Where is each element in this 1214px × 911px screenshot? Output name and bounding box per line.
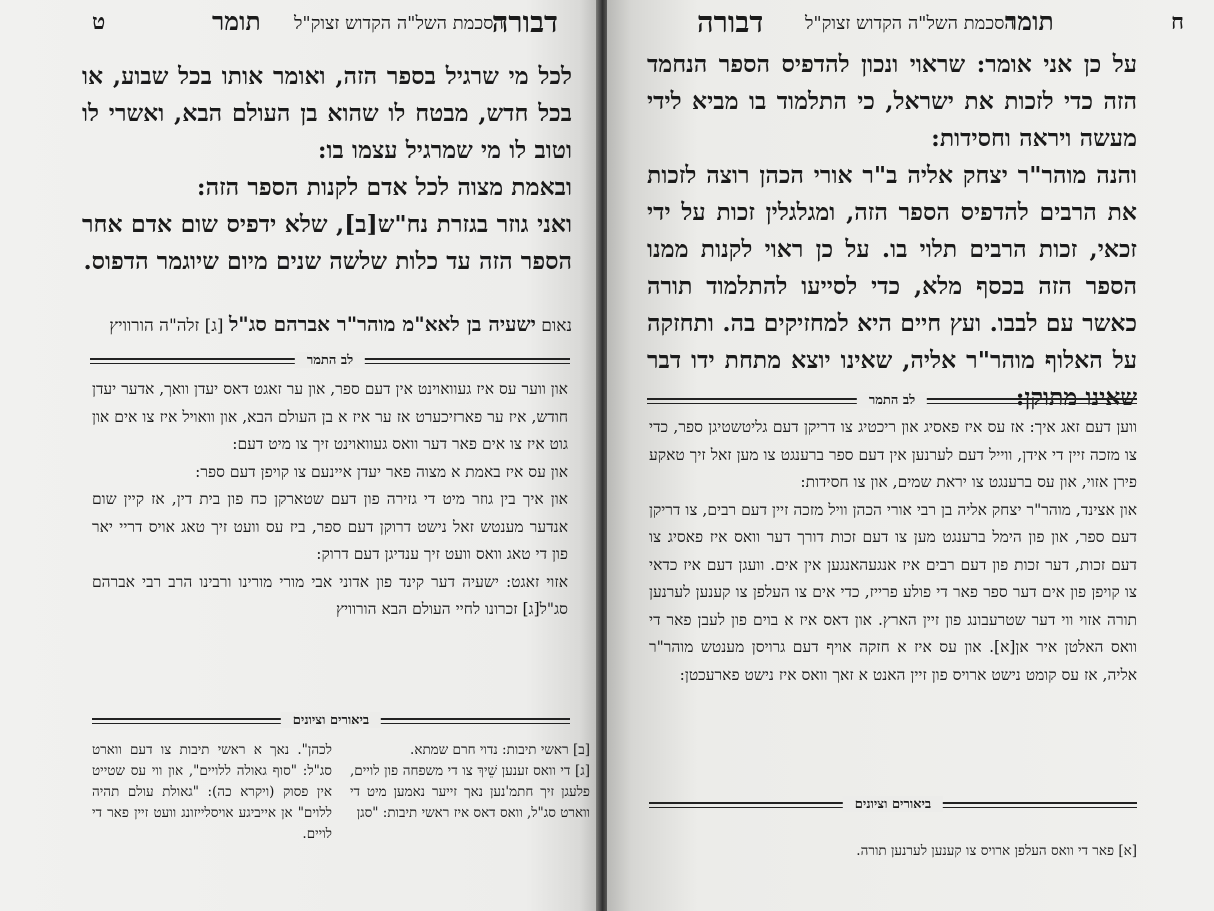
header-subtitle: הסכמת השל"ה הקדוש זצוק"ל — [805, 13, 1015, 34]
page-header — [637, 0, 1184, 44]
page-number: ח — [1170, 9, 1184, 35]
yiddish-paragraph: און עס איז באמת א מצוה פאר יעדן איינעם צו קויפן דעם ספר: — [195, 462, 568, 481]
main-paragraph: על כן אני אומר: שראוי ונכון להדפיס הספר הנחמד הזה כדי לזכות את ישראל, כי התלמוד בו מביא לידי מעשה ויראה וחסידות: — [647, 50, 1137, 152]
main-hebrew-text — [82, 58, 572, 280]
main-paragraph: לכל מי שרגיל בספר הזה, ואומר אותו בכל שבוע, או בכל חדש, מבטח לו שהוא בן העולם הבא, ואשרי לו וטוב לו מי שמרגיל עצמו בו: — [82, 62, 572, 164]
yiddish-paragraph: און איך בין גוזר מיט די גזירה פון דעם שטארקן כח פון בית דין, אז קיין שום אנדער מענטש זאל נישט דרוקן דעם ספר, ביז עס וועט זיך טאג אויס דריי יאר פון די טאג וואס וועט זיך ענדיגן דעם דרוק: — [92, 490, 568, 563]
signature-name: ישעיה בן לאא"מ מוהר"ר אברהם סג"ל — [228, 312, 536, 336]
section-divider — [647, 393, 1137, 412]
yiddish-paragraph: און אצינד, מוהר"ר יצחק אליה בן רבי אורי הכהן וויל מזכה זיין דעם רבים, צו דריקן דעם ספר, און פון הימל ברענגט מען צו דעם זכות דורך דער וואס איז פאסיג צו דעם זכות, דער זכות פון דעם רבים איז אנגעהאנגען אין אים. וועגן דעם איז כדאי צו קויפן פון אים דער ספר פאר די פולע פרייז, כדי אים צו העלפן צו קענען לערנען תורה אזוי ווי דער שטרעבונג פון זיין הארץ. און דאס איז א בוים פון לעבן פאר די וואס האלטן איר אן[א]. און עס איז א חזקה אויף דעם גרויסן מענטש מוהר"ר אליה, אז עס קומט נישט ארויס פון זיין האנט א זאך וואס איז נישט פארעכטן: — [649, 500, 1137, 684]
main-paragraph: ובאמת מצוה לכל אדם לקנות הספר הזה: — [196, 173, 572, 201]
yiddish-translation — [92, 376, 568, 624]
signature-line — [82, 312, 572, 337]
page-number: ט — [92, 9, 106, 35]
page-header — [92, 0, 584, 44]
signature-note: [ג] — [204, 316, 224, 336]
footnote: לכהן". נאך א ראשי תיבות צו דעם ווארט סג"ל: "סוף גאולה ללויים", און ווי עס שטייט אין פסוק (ויקרא כה): "גאולת עולם תהיה ללוים" אן אייביגע אויסלייזונג וועט זיין פאר די לויים. — [92, 742, 332, 842]
footnotes — [649, 826, 1137, 875]
signature-prefix: נאום — [541, 316, 572, 336]
yiddish-translation — [649, 414, 1137, 689]
section-label: לב התמר — [295, 352, 365, 368]
footnotes-divider — [92, 713, 570, 732]
footnotes-divider — [649, 797, 1137, 816]
header-title-right: דבורה — [697, 4, 764, 39]
footnotes-label: ביאורים וציונים — [281, 712, 381, 728]
signature-suffix: זלה"ה הורוויץ — [109, 316, 200, 336]
section-label: לב התמר — [857, 392, 927, 408]
header-subtitle: הסכמת השל"ה הקדוש זצוק"ל — [294, 13, 504, 34]
left-page — [0, 0, 598, 911]
yiddish-paragraph: אזוי זאגט: ישעיה דער קינד פון אדוני אבי מורי מורינו ורבינו הרב רבי אברהם סג"ל[ג] זכרונו לחיי העולם הבא הורוויץ — [92, 572, 568, 618]
section-divider — [90, 353, 570, 372]
main-hebrew-text — [647, 46, 1137, 416]
right-page — [607, 0, 1214, 911]
footnotes — [92, 740, 590, 845]
footnote: [ב] ראשי תיבות: נדוי חרם שמתא. — [410, 742, 590, 758]
header-title-right: דבורה — [491, 4, 558, 39]
footnote: [ג] די וואס זענען שֵׁיךְ צו די משפחה פון לויים, פלעגן זיך חתמ'נען נאך זייער נאמען מיט די ווארט סג"ל, וואס דאס איז ראשי תיבות: "סגן — [350, 763, 590, 821]
footnotes-label: ביאורים וציונים — [843, 796, 943, 812]
header-title-left: תומר — [212, 7, 261, 36]
footnote-column — [350, 740, 590, 845]
yiddish-paragraph: און ווער עס איז געוואוינט אין דעם ספר, און ער זאגט דאס יעדן וואך, אדער יעדן חודש, איז ער פארזיכערט אז ער איז א בן העולם הבא, און וואויל איז צו אים און גוט איז צו אים פאר דער וואס געוואוינט זיך צו מיט דעם: — [92, 380, 568, 453]
footnote-column — [92, 740, 332, 845]
yiddish-paragraph: ווען דעם זאג איך: אז עס איז פאסיג און ריכטיג צו דריקן דעם גליטשטיגן ספר, כדי צו מזכה זיין די אידן, ווייל דעם לערנען אין דעם ספר ברענגט צו מען זאל זיך טאקע פירן אזוי, און עס ברענגט צו יראת שמים, און צו חסידות: — [649, 418, 1137, 491]
main-paragraph: והנה מוהר"ר יצחק אליה ב"ר אורי הכהן רוצה לזכות את הרבים להדפיס הספר הזה, ומגלגלין זכות על ידי זכאי, זכות הרבים תלוי בו. על כן ראוי לקנות ממנו הספר הזה בכסף מלא, כדי לסייעו להתלמוד תורה כאשר עם לבבו. ועץ חיים היא למחזיקים בה. ותחזקה על האלוף מוהר"ר אליה, שאינו יוצא מתחת ידו דבר שאינו מתוקן: — [647, 161, 1137, 411]
footnote: [א] פאר די וואס העלפן ארויס צו קענען לערנען תורה. — [856, 842, 1137, 859]
main-paragraph: ואני גוזר בגזרת נח"ש[ב], שלא ידפיס שום אדם אחר הספר הזה עד כלות שלשה שנים מיום שיוגמר הדפוס. — [82, 210, 572, 275]
header-title-left: תומר — [1005, 7, 1054, 36]
